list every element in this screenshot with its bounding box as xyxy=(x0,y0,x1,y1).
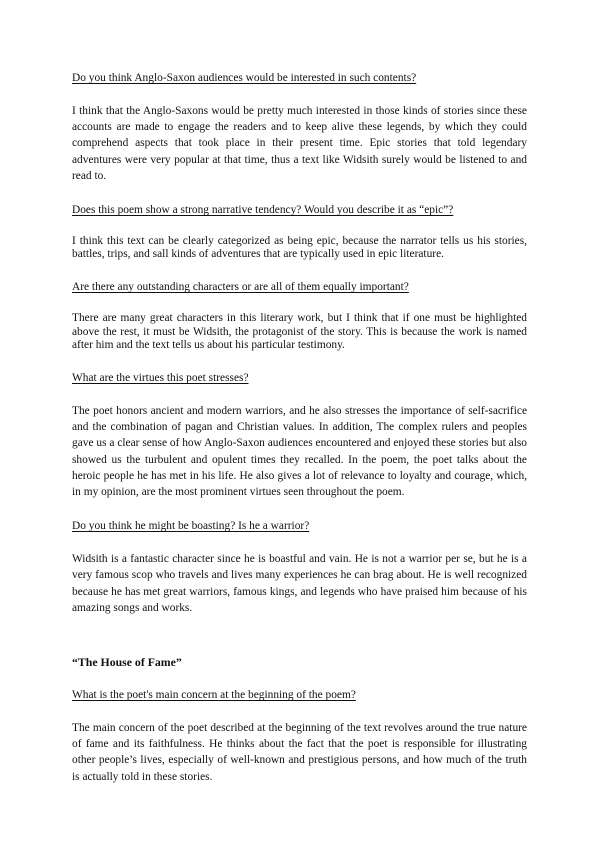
question-6: What is the poet's main concern at the beginning of the poem? xyxy=(72,689,356,702)
answer-5: Widsith is a fantastic character since he is boastful and vain. He is not a warrior per se, but he is a very famous scop who travels and lives many experiences he can brag about. He is well recognized because he has met great warriors, famous kings, and legends who have praised him because of his amazing songs and works. xyxy=(72,553,527,614)
answer-3: There are many great characters in this literary work, but I think that if one must be highlighted above the rest, it must be Widsith, the protagonist of the story. This is because the work is named after him and the text tells us about his particular testimony. xyxy=(72,312,527,351)
document-page xyxy=(72,70,527,785)
question-5: Do you think he might be boasting? Is he a warrior? xyxy=(72,520,310,533)
question-2: Does this poem show a strong narrative tendency? Would you describe it as “epic”? xyxy=(72,204,454,217)
question-1: Do you think Anglo-Saxon audiences would be interested in such contents? xyxy=(72,72,417,84)
answer-1: I think that the Anglo-Saxons would be pretty much interested in those kinds of stories since these accounts are made to engage the readers and to keep alive these legends, by which they could comprehend aspects that took place in their present time. Epic stories that told legendary adventures were very popular at that time, thus a text like Widsith surely would be listened to and read to. xyxy=(72,105,527,182)
answer-6: The main concern of the poet described at the beginning of the text revolves around the true nature of fame and its faithfulness. He thinks about the fact that the poet is responsible for illustrating other people’s lives, especially of well-known and prestigious persons, and how much of the truth is actually told in these stories. xyxy=(72,722,527,783)
answer-4: The poet honors ancient and modern warriors, and he also stresses the importance of self-sacrifice and the combination of pagan and Christian values. In addition, The complex rulers and peoples gave us a clear sense of how Anglo-Saxon audiences encountered and enjoyed these stories but also showed us the turbulent and opulent times they recalled. In the poem, the poet talks about the heroic people he has met in his life. He also gives a lot of relevance to loyalty and courage, which, in my opinion, are the most prominent virtues seen throughout the poem. xyxy=(72,405,527,499)
answer-2: I think this text can be clearly categorized as being epic, because the narrator tells us his stories, battles, trips, and sall kinds of adventures that are typically used in epic literature. xyxy=(72,235,527,261)
section-title-house-of-fame: “The House of Fame” xyxy=(72,655,182,670)
question-4: What are the virtues this poet stresses? xyxy=(72,372,249,385)
question-3: Are there any outstanding characters or are all of them equally important? xyxy=(72,281,409,294)
